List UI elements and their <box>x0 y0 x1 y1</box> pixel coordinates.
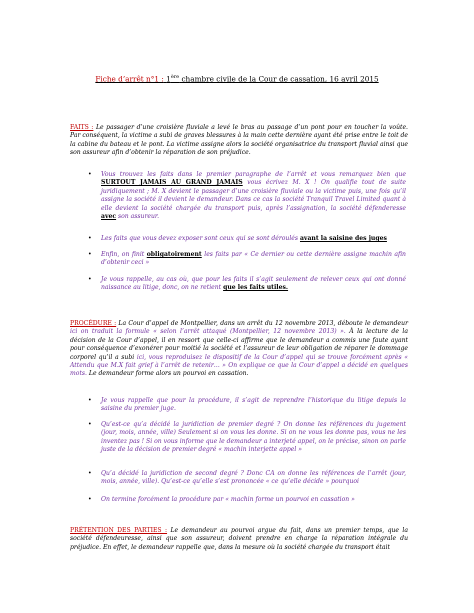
bullet-icon: • <box>88 496 92 503</box>
bullet-icon: • <box>88 251 92 258</box>
bullet-icon: • <box>88 397 92 404</box>
faits-bullet-4: • Je vous rappelle, au cas où, que pour les faits il s’agit seulement de relever ceux qui ont donné naissance au litige, donc, on ne retient que les faits utiles. <box>88 276 406 292</box>
faits-bullet-2: • Les faits que vous devez exposer sont ceux qui se sont déroulés avant la saisine des juges <box>88 235 387 242</box>
chambre-number: 1 <box>166 74 171 84</box>
fiche-label: Fiche d’arrêt n°1 : <box>95 74 164 84</box>
bullet-icon: • <box>88 470 92 477</box>
chambre-superscript: ère <box>170 74 180 80</box>
pretention-paragraph: PRÉTENTION DES PARTIES : Le demandeur au pourvoi argue du fait, dans un premier temps, que la société défendeuresse, ainsi que son assureur, doivent prendre en charge la réparation intégrale du préjudice. En effet, le demandeur rappelle que, dans la mesure où la société chargée du transport était <box>70 527 408 551</box>
faits-label: FAITS : <box>70 124 94 131</box>
faits-text: Le passager d’une croisière fluviale a levé le bras au passage d’un pont pour en toucher la voûte. Par conséquent, la victime a subi de graves blessures à la main cette dernière ayant été prise entre le toit de la cabine du bateau et le pont. La victime assigne alors la société organisatrice du transport fluvial ainsi que son assureur afin d’obtenir la réparation de son préjudice. <box>70 124 408 157</box>
bullet-icon: • <box>88 171 92 178</box>
chambre-text: chambre civile de la Cour de cassation, 16 avril 2015 <box>179 74 379 84</box>
procedure-bullet-1: • Je vous rappelle que pour la procédure, il s’agit de reprendre l’historique du litige depuis la saisine du premier juge. <box>88 397 406 413</box>
faits-bullet-1: • Vous trouvez les faits dans le premier paragraphe de l’arrêt et vous remarquez bien que SURTOUT JAMAIS AU GRAND JAMAIS vous écrivez M. X ! On qualifie tout de suite juridiquement ; M. X devient le passager d’une croisière fluviale ou la victime puis, une fois qu’il assigne la société il devient le demandeur. Dans ce cas la société Tranquil Travel Limited quant à elle devient la société chargée du transport puis, après l’assignation, la société défenderesse avec son assureur. <box>88 171 406 221</box>
faits-paragraph <box>70 124 408 158</box>
procedure-label: PROCÉDURE : <box>70 320 117 327</box>
faits-bullet-3: • Enfin, on finit obligatoirement les faits par « Ce dernier ou cette dernière assigne machin afin d’obtenir ceci » <box>88 251 406 267</box>
document-title <box>0 72 474 84</box>
bullet-icon: • <box>88 276 92 283</box>
procedure-bullet-2: • Qu’est-ce qu’a décidé la juridiction de premier degré ? On donne les références du jugement (jour, mois, année, ville) Seulement si on vous les donne. Si on ne vous les donne pas, vous ne les inventez pas ! Si on vous informe que le demandeur a interjeté appel, on le précise, sinon on parle juste de la décision de premier degré « machin interjette appel » <box>88 421 406 454</box>
procedure-paragraph: PROCÉDURE : La Cour d’appel de Montpellier, dans un arrêt du 12 novembre 2013, déboute le demandeur ici on traduit la formule « selon l’arrêt attaqué (Montpellier, 12 novembre 2013) ». À la lecture de la décision de la Cour d’appel, il en ressort que celle-ci affirme que le demandeur a commis une faute ayant pour conséquence d’exonérer pour moitié la société et l’assureur de leur obligation de réparer le dommage corporel qu’il a subi ici, vous reproduisez le dispositif de la Cour d’appel qui se trouve forcément après « Attendu que M.X fait grief à l’arrêt de retenir… » On explique ce que la Cour d’appel a décidé en quelques mots. Le demandeur forme alors un pourvoi en cassation. <box>70 320 409 378</box>
bullet-icon: • <box>88 235 92 242</box>
procedure-bullet-4: • On termine forcément la procédure par « machin forme un pourvoi en cassation » <box>88 496 355 503</box>
pretention-label: PRÉTENTION DES PARTIES : <box>70 527 168 534</box>
bullet-icon: • <box>88 421 92 428</box>
procedure-bullet-3: • Qu’a décidé la juridiction de second degré ? Donc CA on donne les références de l’arrêt (jour, mois, année, ville). Qu’est-ce qu’elle s’est prononcée « ce qu’elle décide » pourquoi <box>88 470 407 486</box>
